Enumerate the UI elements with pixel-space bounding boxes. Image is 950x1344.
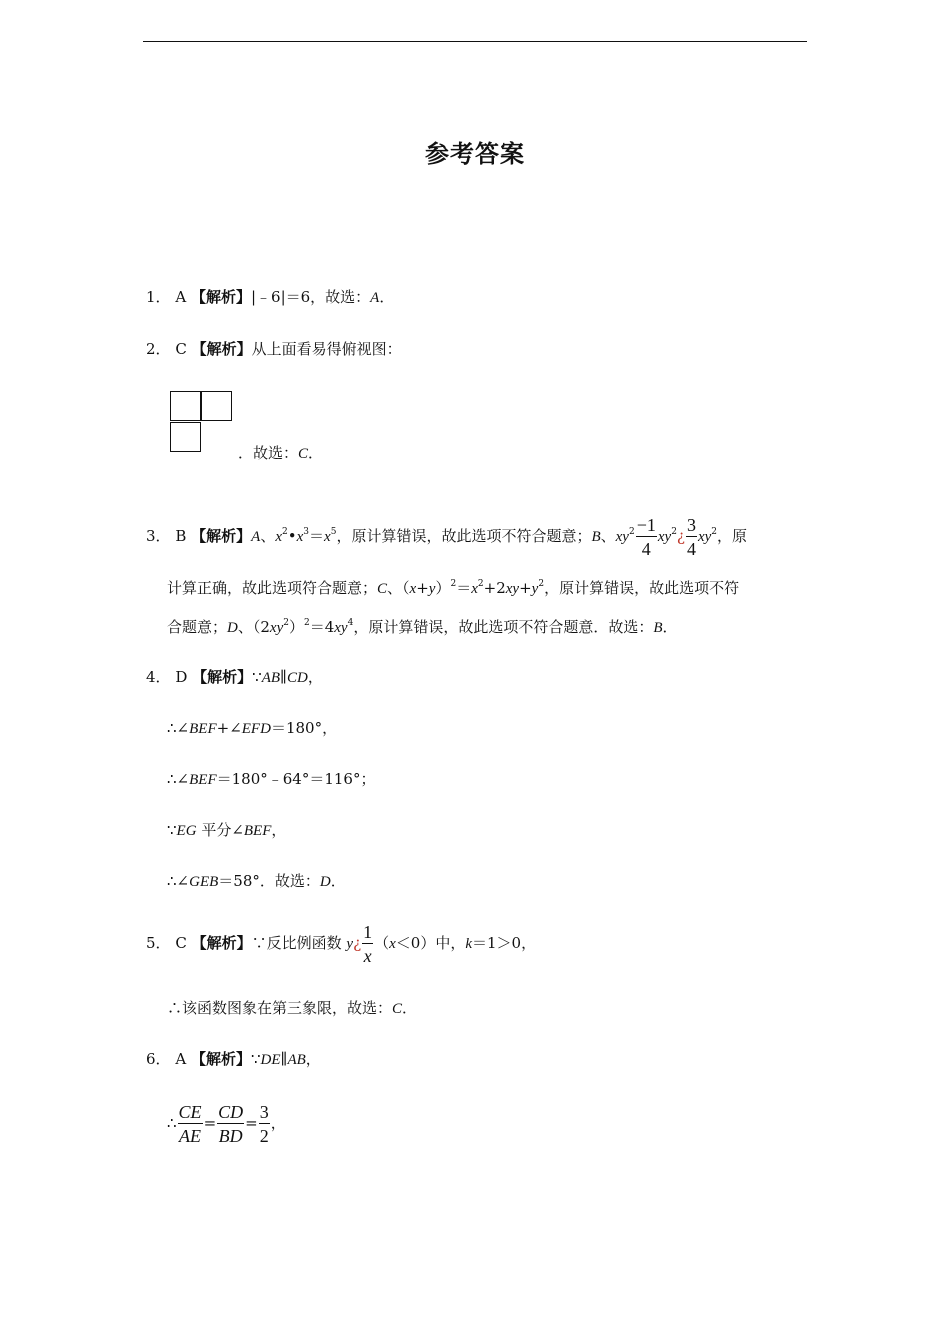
fraction: $\frac{CE}{AE}$: [178, 1102, 202, 1146]
answer-4-line-5: ∴∠GEB＝58°．故选：D．: [167, 872, 346, 890]
answer-1: 1． A 【解析】|﹣6|＝6，故选：A．: [146, 288, 395, 306]
answer-choice: A: [175, 288, 187, 306]
top-view-figure: [170, 391, 236, 455]
answer-3-line-1: 3． B 【解析】A、$x^2•x^3=x^5$，原计算错误，故此选项不符合题意；B、$xy^2$ $\frac{-1}{4}$ $xy^2¿$ $\frac{3}{4}$ $xy^2$，原: [146, 515, 748, 559]
answer-6-line-1: 6． A 【解析】∵DE∥AB，: [146, 1050, 321, 1068]
answer-3-line-2: 计算正确，故此选项符合题意；C、$(x+y)^2=x^2+2xy+y^2$，原计算错误，故此选项不符: [167, 579, 740, 597]
answer-5-line-2: ∴该函数图象在第三象限，故选：C．: [167, 999, 418, 1017]
fraction: $\frac{3}{2}$: [259, 1102, 269, 1146]
figure-square: [170, 391, 201, 421]
answer-4-line-4: ∵EG 平分∠BEF，: [167, 821, 287, 839]
answer-5-line-1: 5． C 【解析】∵反比例函数 y¿ $\frac{1}{x}$ （x＜0）中，k＝1＞0，: [146, 922, 537, 966]
fraction: $\frac{1}{x}$: [363, 922, 373, 966]
answer-2: 2． C 【解析】从上面看易得俯视图：: [146, 340, 402, 358]
answer-3-line-3: 合题意；D、$(2xy^2)^2=4xy^4$，原计算错误，故此选项不符合题意．故选：B．: [167, 618, 678, 636]
answer-choice: C: [175, 340, 187, 358]
answer-choice: B: [175, 527, 187, 545]
page-title: 参考答案: [425, 140, 525, 168]
header-rule: [143, 41, 807, 42]
answer-4-line-1: 4． D 【解析】∵AB∥CD，: [146, 668, 323, 686]
answer-4-line-3: ∴∠BEF＝180°﹣64°＝116°；: [167, 770, 376, 788]
answer-2-conclusion: ．故选：C．: [238, 444, 324, 462]
fraction: $\frac{CD}{BD}$: [218, 1102, 244, 1146]
fraction: $\frac{-1}{4}$: [636, 515, 656, 559]
answer-choice: C: [175, 934, 187, 952]
figure-square: [170, 422, 201, 452]
figure-square: [201, 391, 232, 421]
answer-6-line-2: ∴ $\frac{CE}{AE}$ = $\frac{CD}{BD}$ = $\frac{3}{2}$ ，: [167, 1102, 286, 1146]
answer-4-line-2: ∴∠BEF+∠EFD＝180°，: [167, 719, 338, 737]
fraction: $\frac{3}{4}$: [686, 515, 696, 559]
answer-choice: D: [175, 668, 188, 686]
answer-choice: A: [175, 1050, 187, 1068]
